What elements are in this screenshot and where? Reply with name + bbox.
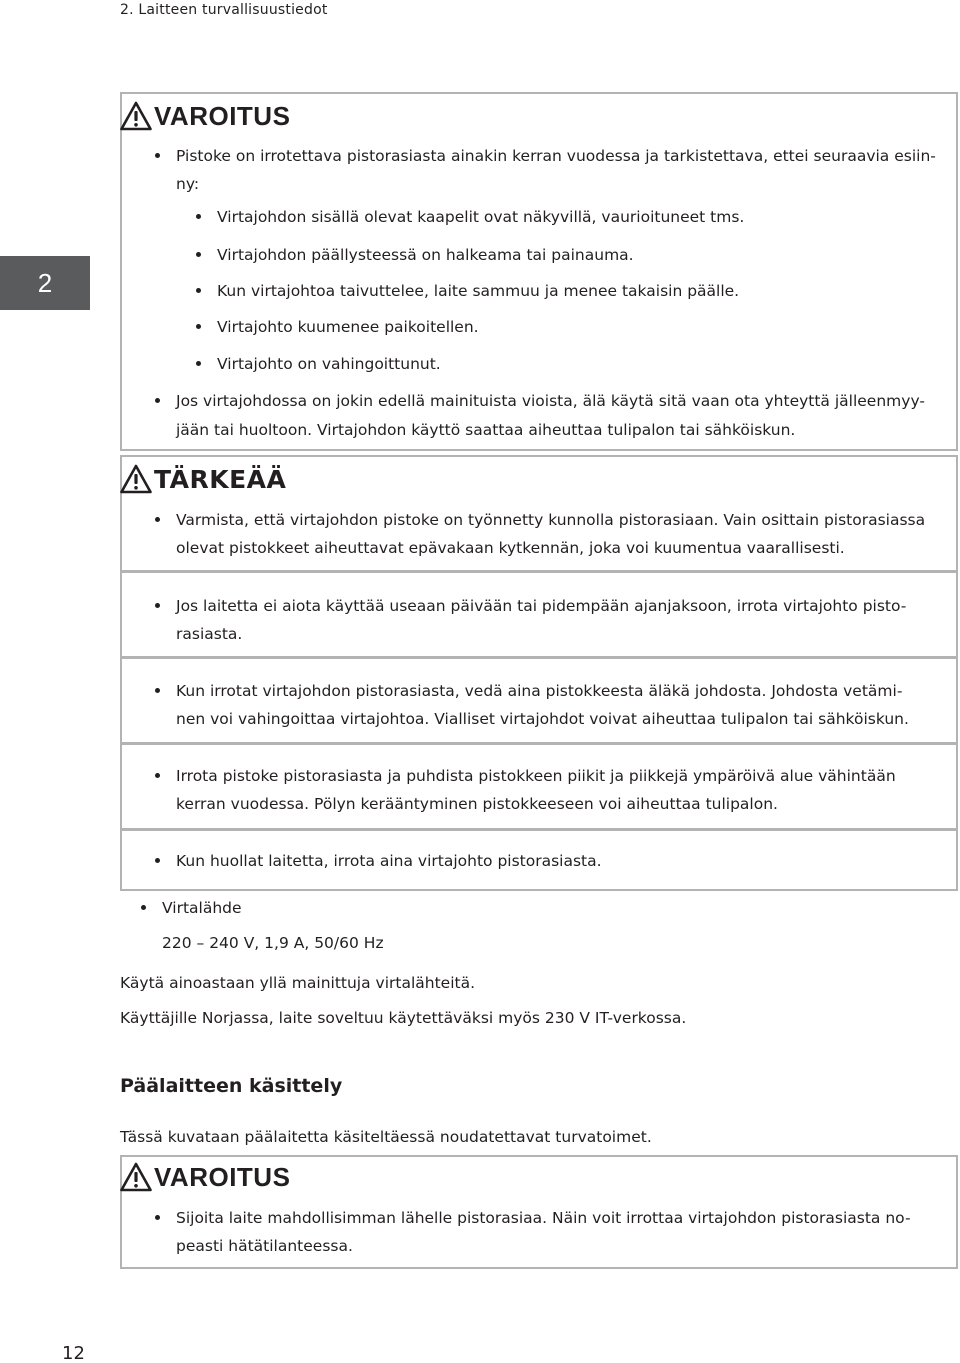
bullet-dot [196, 288, 201, 293]
bullet-dot [155, 858, 160, 863]
warning-header [120, 1157, 290, 1197]
power-supply-item: Virtalähde [162, 894, 242, 922]
important-title: TÄRKEÄÄ [154, 464, 287, 494]
bullet-dot [155, 398, 160, 403]
warning-header [120, 96, 290, 136]
list-item-continuation: ny: [176, 175, 200, 193]
power-spec: 220 – 240 V, 1,9 A, 50/60 Hz [162, 934, 384, 952]
running-header: 2. Laitteen turvallisuustiedot [120, 2, 328, 18]
warning-title: VAROITUS [154, 1161, 291, 1192]
page-number: 12 [62, 1343, 85, 1363]
sub-list-item: Virtajohto kuumenee paikoitellen. [217, 313, 479, 341]
list-item-continuation: olevat pistokkeet aiheuttavat epävakaan kytkennän, joka voi kuumentua vaarallisesti. [176, 539, 845, 557]
section-intro: Tässä kuvataan päälaitetta käsiteltäessä noudatettavat turvatoimet. [120, 1128, 652, 1146]
bullet-dot [196, 324, 201, 329]
important-header [120, 459, 286, 499]
bullet-dot [155, 603, 160, 608]
list-item-continuation: kerran vuodessa. Pölyn kerääntyminen pistokkeeseen voi aiheuttaa tulipalon. [176, 795, 778, 813]
warning-triangle-icon [120, 1162, 152, 1192]
warning-title: VAROITUS [154, 100, 291, 131]
list-item: Pistoke on irrotettava pistorasiasta ainakin kerran vuodessa ja tarkistettava, ettei seuraavia esiin- [176, 142, 936, 170]
bullet-dot [196, 361, 201, 366]
bullet-dot [141, 905, 146, 910]
bullet-dot [155, 153, 160, 158]
sub-list-item: Virtajohdon sisällä olevat kaapelit ovat näkyvillä, vaurioituneet tms. [217, 203, 744, 231]
warning-triangle-icon [120, 464, 152, 494]
list-item: Irrota pistoke pistorasiasta ja puhdista pistokkeen piikit ja piikkejä ympäröivä alue vähintään [176, 762, 896, 790]
list-item: Jos laitetta ei aiota käyttää useaan päivään tai pidempään ajanjaksoon, irrota virtajohto pisto- [176, 592, 906, 620]
power-note-norway: Käyttäjille Norjassa, laite soveltuu käytettäväksi myös 230 V IT-verkossa. [120, 1009, 687, 1027]
bullet-dot [196, 214, 201, 219]
power-note: Käytä ainoastaan yllä mainittuja virtalähteitä. [120, 974, 476, 992]
bullet-dot [196, 252, 201, 257]
warning-triangle-icon [120, 101, 152, 131]
section-heading: Päälaitteen käsittely [120, 1075, 343, 1097]
bullet-dot [155, 1215, 160, 1220]
list-item: Sijoita laite mahdollisimman lähelle pistorasiaa. Näin voit irrottaa virtajohdon pistorasiasta no- [176, 1204, 911, 1232]
list-item: Jos virtajohdossa on jokin edellä mainituista vioista, älä käytä sitä vaan ota yhteyttä jälleenmyy- [176, 387, 925, 415]
list-item: Varmista, että virtajohdon pistoke on työnnetty kunnolla pistorasiaan. Vain osittain pistorasiassa [176, 506, 925, 534]
list-item-continuation: jään tai huoltoon. Virtajohdon käyttö saattaa aiheuttaa tulipalon tai sähköiskun. [176, 421, 796, 439]
sub-list-item: Kun virtajohtoa taivuttelee, laite sammuu ja menee takaisin päälle. [217, 277, 739, 305]
bullet-dot [155, 517, 160, 522]
list-item-continuation: rasiasta. [176, 625, 243, 643]
bullet-dot [155, 773, 160, 778]
list-item-continuation: peasti hätätilanteessa. [176, 1237, 353, 1255]
chapter-tab: 2 [0, 256, 90, 310]
sub-list-item: Virtajohto on vahingoittunut. [217, 350, 441, 378]
bullet-dot [155, 688, 160, 693]
list-item-continuation: nen voi vahingoittaa virtajohtoa. Vialliset virtajohdot voivat aiheuttaa tulipalon tai sähköiskun. [176, 710, 909, 728]
list-item: Kun huollat laitetta, irrota aina virtajohto pistorasiasta. [176, 847, 602, 875]
list-item: Kun irrotat virtajohdon pistorasiasta, vedä aina pistokkeesta äläkä johdosta. Johdosta vetämi- [176, 677, 902, 705]
sub-list-item: Virtajohdon päällysteessä on halkeama tai painauma. [217, 241, 634, 269]
